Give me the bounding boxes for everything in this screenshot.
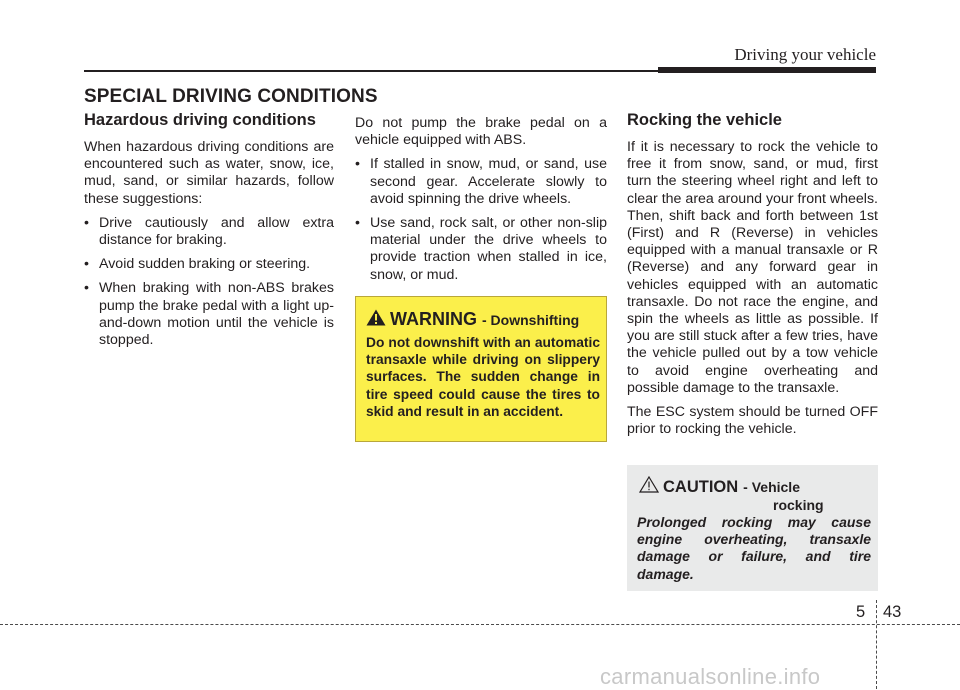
hazardous-intro: When hazardous driving conditions are encountered such as water, snow, ice, mud, sand, or similar hazards, follow these suggestions: — [84, 139, 334, 207]
list-item: • When braking with non-ABS brakes pump the brake pedal with a light up-and-down motion until the vehicle is stopped. — [84, 280, 334, 349]
bullet-icon: • — [84, 214, 89, 231]
warning-icon — [366, 309, 386, 326]
bullet-icon: • — [355, 156, 360, 173]
abs-intro: Do not pump the brake pedal on a vehicle equipped with ABS. — [355, 115, 607, 149]
footer-divider — [876, 600, 877, 689]
header-bar — [658, 67, 876, 73]
footer-line — [0, 624, 960, 625]
caution-header — [637, 476, 872, 514]
rocking-heading: Rocking the vehicle — [627, 111, 782, 129]
rocking-paragraph-1: If it is necessary to rock the vehicle to free it from snow, sand, or mud, first turn the steering wheel right and left to clear the area around your front wheels. Then, shift back and forth between 1st (First) and R (Reverse) in vehicles equipped with a manual transaxle or R (Reverse) and any forward gear in vehicles equipped with an automatic transaxle. Do not race the engine, and spin the wheels as little as possible. If you are still stuck after a few tries, have the vehicle pulled out by a tow vehicle to avoid engine overheating and possible damage to the transaxle. — [627, 139, 878, 396]
warning-subtitle: - Downshifting — [482, 312, 580, 328]
bullet-icon: • — [84, 256, 89, 273]
caution-subtitle: - Vehicle — [743, 479, 800, 495]
caution-text: Prolonged rocking may cause engine overheating, transaxle damage or failure, and tire damage. — [637, 514, 871, 582]
list-item: • Avoid sudden braking or steering. — [84, 256, 311, 273]
hazardous-heading: Hazardous driving conditions — [84, 111, 316, 129]
bullet-icon: • — [84, 280, 89, 297]
warning-box — [355, 296, 607, 442]
list-item: • If stalled in snow, mud, or sand, use second gear. Accelerate slowly to avoid spinning the drive wheels. — [355, 156, 607, 207]
list-item: • Drive cautiously and allow extra distance for braking. — [84, 214, 334, 249]
rocking-column — [627, 110, 878, 445]
caution-box — [627, 465, 878, 591]
header-title: Driving your vehicle — [734, 45, 876, 64]
rocking-paragraph-2: The ESC system should be turned OFF prior to rocking the vehicle. — [627, 404, 878, 438]
bullet-icon: • — [355, 215, 360, 232]
header-rule — [84, 70, 658, 72]
page-number: 43 — [883, 603, 902, 621]
caution-label: CAUTION — [663, 478, 739, 496]
hazardous-list — [84, 215, 334, 349]
caution-icon — [639, 476, 659, 493]
chapter-number: 5 — [856, 603, 866, 621]
caution-subtitle-2: rocking — [773, 497, 824, 513]
watermark: carmanualsonline.info — [600, 664, 821, 689]
list-item: • Use sand, rock salt, or other non-slip material under the drive wheels to provide traction when stalled in ice, snow, or mud. — [355, 215, 607, 283]
abs-list — [355, 156, 607, 283]
section-title: SPECIAL DRIVING CONDITIONS — [84, 86, 378, 107]
warning-label: WARNING — [390, 309, 477, 329]
abs-column — [355, 115, 607, 291]
warning-text: Do not downshift with an automatic transaxle while driving on slippery surfaces. The sudden change in tire speed could cause the tires to skid and result in an accident. — [366, 335, 600, 419]
hazardous-column — [84, 110, 334, 356]
warning-header — [366, 309, 579, 330]
